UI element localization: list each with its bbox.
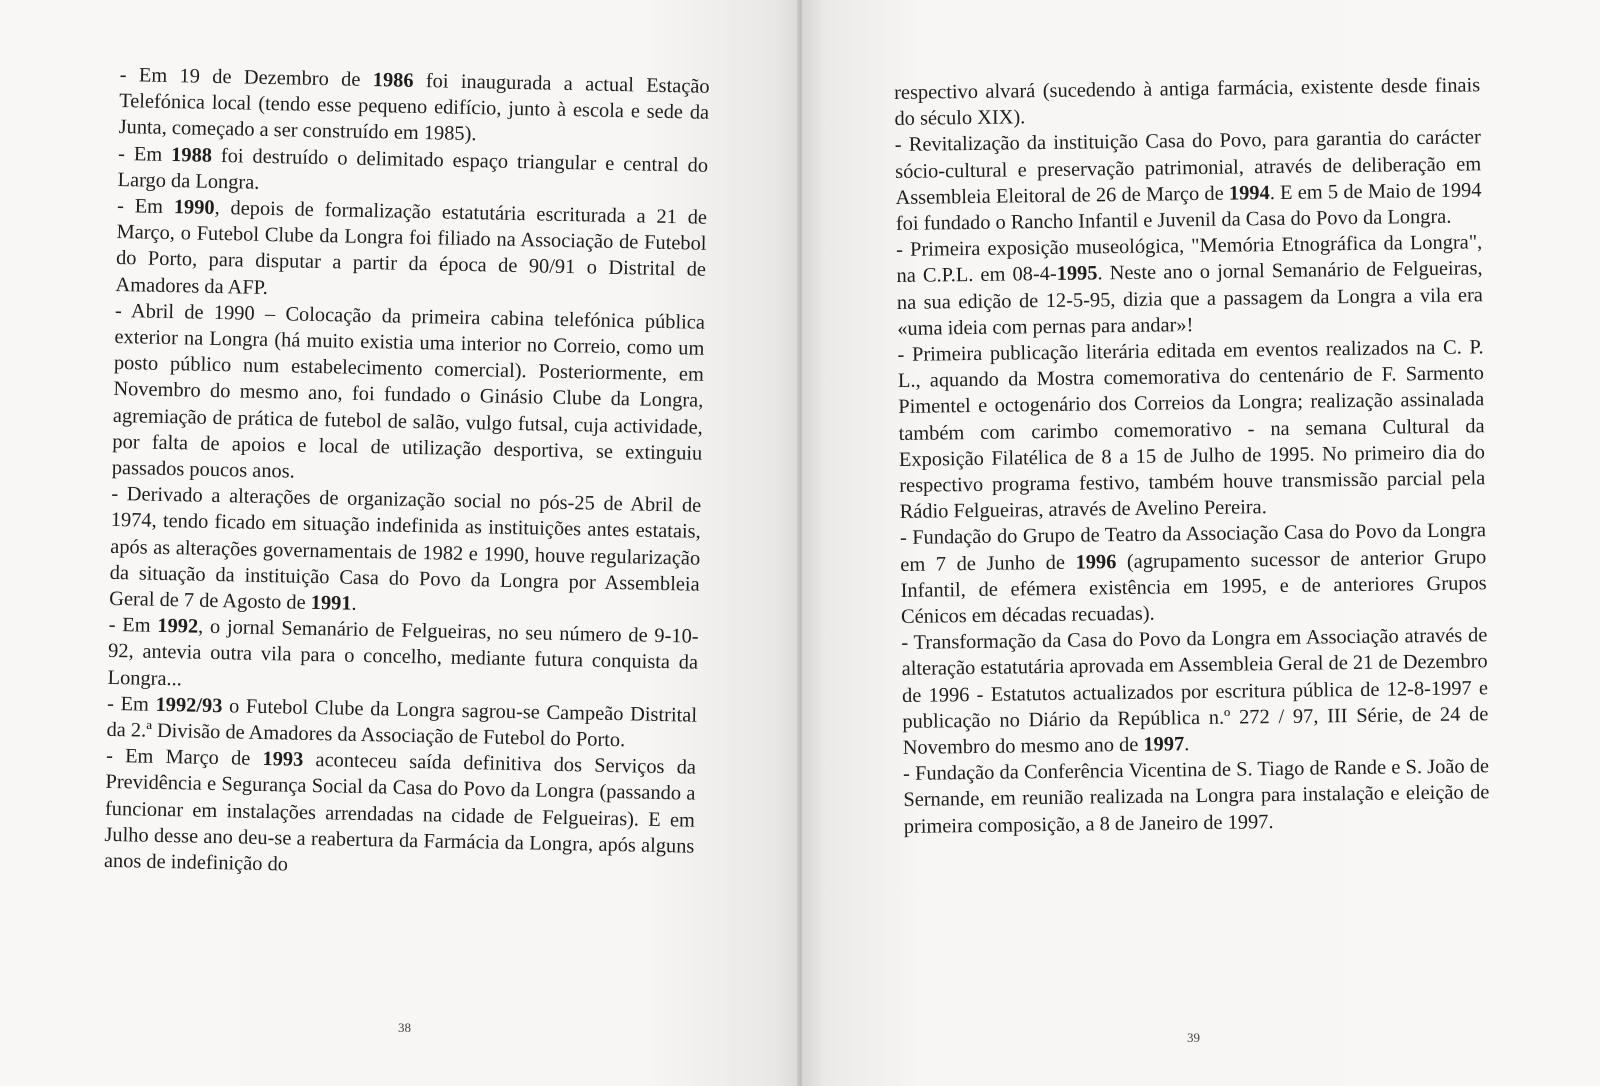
- paragraph: [894, 72, 1481, 132]
- left-page-number: 38: [398, 1020, 411, 1035]
- bold-year: 1988: [170, 143, 213, 167]
- right-page-text: [894, 72, 1490, 839]
- text-run: respectivo alvará (sucedendo à antiga farmácia, existente desde finais do século XIX).: [894, 74, 1481, 131]
- bold-year: 1992/93: [155, 693, 223, 718]
- text-run: aconteceu saída definitiva dos Serviços da Previdência e Segurança Social da Casa do Povo da Longra (passando a funcionar em instalações arrendadas na cidade de Felgueiras). E em Julho desse ano deu-se a reabertura da Farmácia da Longra, após alguns anos de indefinição do: [103, 749, 697, 876]
- paragraph: [109, 481, 702, 624]
- text-run: - Revitalização da instituição Casa do Povo, para garantia do carácter sócio-cultural e preservação patrimonial, através de deliberação em Assembleia Eleitoral de 26 de Março de: [894, 126, 1482, 209]
- text-run: - Em: [116, 194, 175, 219]
- paragraph: [104, 743, 697, 886]
- text-run: - Derivado a alterações de organização social no pós-25 de Abril de 1974, tendo ficado em situação indefinida as instituições antes estatais, após as alterações governamentais de 1982 e 1990, houve regularização da situação da instituição Casa do Povo da Longra por Assembleia Geral de 7 de Agosto de: [109, 483, 702, 614]
- text-run: , o jornal Semanário de Felgueiras, no seu número de 9-10-92, antevia outra vila para o concelho, mediante futura conquista da Longra...: [107, 615, 699, 691]
- bold-year: 1995: [1056, 262, 1098, 286]
- paragraph: [895, 125, 1482, 237]
- text-run: - Em Março de: [105, 745, 263, 771]
- text-run: foi destruído o delimitado espaço triangular e central do Largo da Longra.: [117, 144, 709, 194]
- paragraph: [112, 298, 706, 493]
- text-run: - Em: [117, 142, 172, 166]
- bold-year: 1997: [1143, 733, 1185, 756]
- bold-year: 1994: [1228, 181, 1270, 205]
- bold-year: 1986: [372, 69, 414, 92]
- text-run: o Futebol Clube da Longra sagrou-se Campeão Distrital da 2.ª Divisão de Amadores da Associação de Futebol do Porto.: [106, 695, 698, 752]
- text-run: - Em: [106, 692, 156, 716]
- paragraph: [903, 754, 1490, 840]
- bold-year: 1996: [1075, 550, 1117, 574]
- text-run: - Primeira publicação literária editada em eventos realizados na C. P. L., aquando da Mostra comemorativa do centenário de F. Sarmento Pimentel e octogenário dos Correios da Longra; realização assinalada também com carimbo comemorativo - na semana Cultural da Exposição Filatélica de 8 a 15 de Julho de 1995. No primeiro dia do respectivo programa festivo, também houve transmissão parcial pela Rádio Felgueiras, através de Avelino Pereira.: [897, 336, 1486, 524]
- paragraph: [896, 230, 1483, 342]
- bold-year: 1991: [310, 592, 352, 615]
- paragraph: [901, 623, 1489, 762]
- right-page-number: 39: [1187, 1030, 1200, 1045]
- bold-year: 1992: [157, 615, 199, 638]
- text-run: . Neste ano o jornal Semanário de Felgueiras, na sua edição de 12-5-95, dizia que a passagem da Longra a vila era «uma ideia com pernas para andar»!: [896, 257, 1484, 340]
- paragraph: [115, 193, 707, 310]
- text-run: . E em 5 de Maio de 1994 foi fundado o Rancho Infantil e Juvenil da Casa do Povo da Longra.: [895, 179, 1482, 236]
- paragraph: [118, 62, 709, 152]
- text-run: .: [351, 592, 357, 615]
- text-run: (agrupamento sucessor de anterior Grupo Infantil, de efémera existência em 1995, e de anteriores Grupos Cénicos em décadas recuadas).: [900, 545, 1487, 629]
- text-run: - Em 19 de Dezembro de: [119, 63, 373, 92]
- bold-year: 1990: [173, 196, 215, 219]
- right-page: [802, 0, 1600, 1086]
- paragraph: [897, 334, 1485, 525]
- paragraph: [107, 612, 698, 702]
- text-run: foi inaugurada a actual Estação Telefónica local (tendo esse pequeno edifício, junto à escola e sede da Junta, começado a ser construído em 1985).: [118, 69, 710, 146]
- text-run: - Transformação da Casa do Povo da Longra em Associação através de alteração estatutária aprovada em Assembleia Geral de 21 de Dezembro de 1996 - Estatutos actualizados por escritura pública de 12-8-1997 e publicação no Diário da República n.º 272 / 97, III Série, de 24 de Novembro do mesmo ano de: [901, 624, 1489, 760]
- text-run: - Fundação do Grupo de Teatro da Associação Casa do Povo da Longra em 7 de Junho de: [899, 519, 1487, 576]
- left-page-text: [104, 62, 710, 886]
- text-run: - Fundação da Conferência Vicentina de S. Tiago de Rande e S. João de Sernande, em reunião realizada na Longra para instalação e eleição de primeira composição, a 8 de Janeiro de 1997.: [902, 755, 1490, 838]
- bold-year: 1993: [262, 748, 304, 772]
- text-run: - Em: [108, 614, 158, 638]
- text-run: - Primeira exposição museológica, "Memória Etnográfica da Longra", na C.P.L. em 08-4-: [896, 231, 1483, 288]
- text-run: .: [1184, 733, 1190, 756]
- text-run: - Abril de 1990 – Colocação da primeira cabina telefónica pública exterior na Longra (há muito existia uma interior no Correio, como um posto público num estabelecimento comercial). Posteriormente, em Novembro do mesmo ano, foi fundado o Ginásio Clube da Longra, agremiação de prática de futebol de salão, vulgo futsal, cuja actividade, por falta de apoios e local de utilização desportiva, se extinguiu passados poucos anos.: [111, 299, 706, 483]
- paragraph: [900, 518, 1487, 630]
- text-run: , depois de formalização estatutária escriturada a 21 de Março, o Futebol Clube da Longra foi filiado na Associação de Futebol do Porto, para disputar a partir da época de 90/91 o Distrital de Amadores da AFP.: [115, 196, 708, 299]
